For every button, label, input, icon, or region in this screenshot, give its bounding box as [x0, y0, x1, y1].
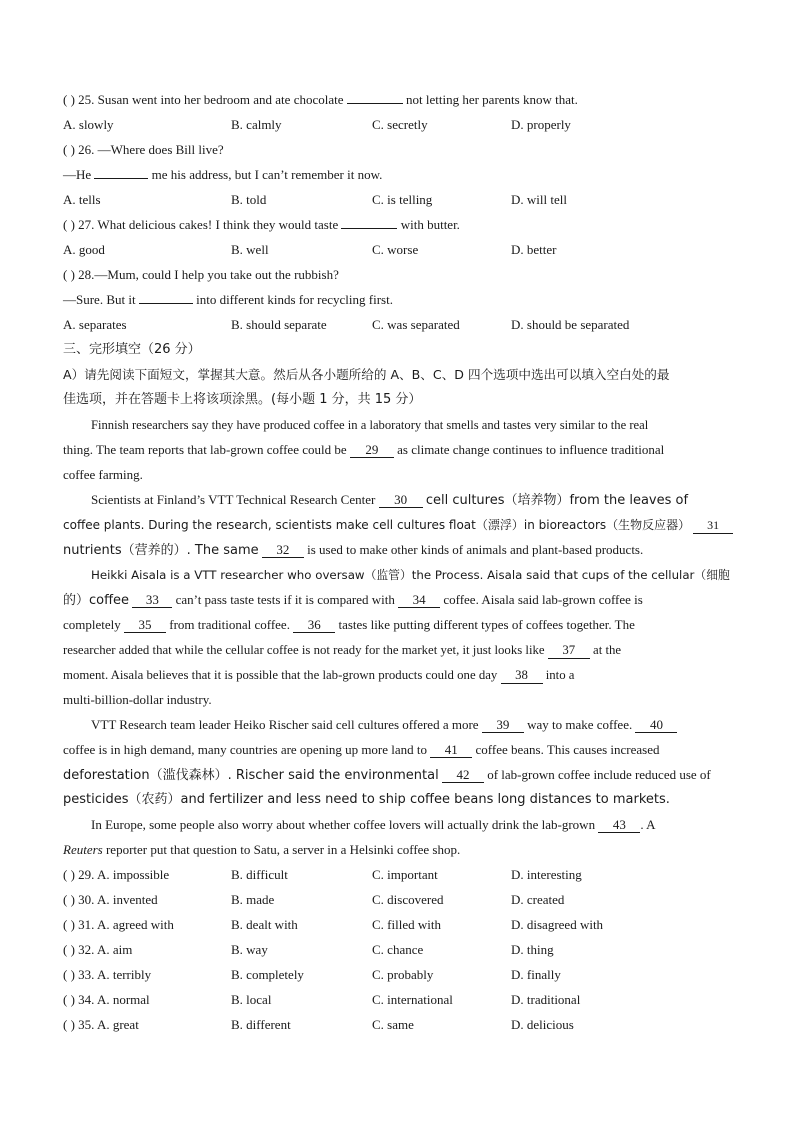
blank-38: 38: [501, 668, 543, 684]
passage-text: of lab-grown coffee include reduced use of: [487, 767, 711, 782]
passage-text: coffee is in high demand, many countries are opening up more land to: [63, 742, 428, 757]
question-26-stem: ( ) 26. —Where does Bill live?: [63, 142, 224, 157]
choice-35-c: C. same: [372, 1017, 414, 1032]
q25-option-b: B. calmly: [231, 117, 282, 132]
passage-p3-line4: [63, 641, 734, 659]
choice-34-b: B. local: [231, 992, 272, 1007]
answer-blank: [347, 103, 403, 104]
section-instruction-line1: A）请先阅读下面短文，掌握其大意。然后从各小题所给的 A、B、C、D 四个选项中选出可以填入空白处的最: [63, 367, 670, 382]
choice-32-a: ( ) 32. A. aim: [63, 942, 133, 957]
choice-33-b: B. completely: [231, 967, 304, 982]
choice-29-c: C. important: [372, 867, 438, 882]
passage-p3-line3: [63, 616, 734, 634]
choice-35-a: ( ) 35. A. great: [63, 1017, 139, 1032]
q26-option-b: B. told: [231, 192, 267, 207]
choice-33-d: D. finally: [511, 967, 561, 982]
passage-text: as climate change continues to influence traditional: [397, 442, 665, 457]
passage-text: Scientists at Finland’s VTT Technical Research Center: [91, 492, 376, 507]
q28-option-b: B. should separate: [231, 317, 327, 332]
passage-text: 的）coffee: [63, 593, 130, 608]
passage-text: tastes like putting different types of coffees together. The: [338, 617, 635, 632]
blank-41: 41: [430, 742, 472, 758]
passage-text: at the: [593, 643, 622, 657]
choice-32-c: C. chance: [372, 942, 424, 957]
q28-option-c: C. was separated: [372, 317, 460, 332]
passage-p2-line2: [63, 516, 734, 534]
reuters-italic: Reuters: [63, 842, 103, 857]
choice-30-c: C. discovered: [372, 892, 444, 907]
choice-32-d: D. thing: [511, 942, 554, 957]
passage-text: reporter put that question to Satu, a server in a Helsinki coffee shop.: [105, 842, 461, 857]
question-26-line2: [63, 166, 734, 184]
question-25-stem: [63, 91, 734, 109]
q26-text-a: —He: [63, 167, 92, 182]
passage-text: can’t pass taste tests if it is compared with: [175, 592, 395, 607]
blank-34: 34: [398, 592, 440, 608]
passage-p2-line1: [91, 491, 734, 510]
choice-29-b: B. difficult: [231, 867, 288, 882]
q28-option-a: A. separates: [63, 317, 127, 332]
passage-text: from traditional coffee.: [169, 617, 290, 632]
q25-option-d: D. properly: [511, 117, 571, 132]
question-27-stem: [63, 216, 734, 234]
choice-30-a: ( ) 30. A. invented: [63, 892, 158, 907]
passage-text: researcher added that while the cellular coffee is not ready for the market yet, it just looks like: [63, 643, 545, 657]
blank-39: 39: [482, 717, 524, 733]
choice-31-a: ( ) 31. A. agreed with: [63, 917, 174, 932]
q28-text-b: into different kinds for recycling first.: [196, 292, 393, 307]
blank-32: 32: [262, 542, 304, 558]
answer-blank: [139, 303, 193, 304]
passage-text: into a: [545, 668, 575, 682]
passage-text: coffee beans. This causes increased: [475, 742, 660, 757]
q26-option-c: C. is telling: [372, 192, 433, 207]
choice-30-b: B. made: [231, 892, 275, 907]
passage-p1-line2: [63, 441, 734, 459]
choice-33-a: ( ) 33. A. terribly: [63, 967, 152, 982]
blank-43: 43: [598, 817, 640, 833]
choice-31-b: B. dealt with: [231, 917, 298, 932]
section-heading: 三、完形填空（26 分）: [63, 342, 201, 357]
passage-p3-line5: [63, 666, 734, 684]
choice-29-d: D. interesting: [511, 867, 582, 882]
section-instruction-line2: 佳选项，并在答题卡上将该项涂黑。(每小题 1 分，共 15 分）: [63, 392, 422, 407]
choice-31-d: D. disagreed with: [511, 917, 604, 932]
answer-blank: [341, 228, 397, 229]
choice-35-b: B. different: [231, 1017, 291, 1032]
passage-text: coffee. Aisala said lab-grown coffee is: [443, 592, 643, 607]
q28-text-a: —Sure. But it: [63, 292, 136, 307]
q26-option-d: D. will tell: [511, 192, 567, 207]
passage-text: way to make coffee.: [527, 717, 633, 732]
passage-p3-line6: multi-billion-dollar industry.: [63, 692, 212, 707]
blank-42: 42: [442, 767, 484, 783]
passage-text: completely: [63, 617, 121, 632]
q28-option-d: D. should be separated: [511, 317, 630, 332]
passage-text: . A: [640, 817, 656, 832]
blank-30: 30: [379, 492, 423, 508]
q27-option-d: D. better: [511, 242, 557, 257]
question-28-stem: ( ) 28.—Mum, could I help you take out the rubbish?: [63, 267, 339, 282]
passage-text: In Europe, some people also worry about whether coffee lovers will actually drink the lab-grown: [91, 817, 596, 832]
choice-30-d: D. created: [511, 892, 565, 907]
choice-34-d: D. traditional: [511, 992, 581, 1007]
q27-option-a: A. good: [63, 242, 105, 257]
q27-option-c: C. worse: [372, 242, 419, 257]
passage-p5-line2: [63, 841, 734, 859]
passage-p1-line3: coffee farming.: [63, 467, 143, 482]
passage-p3-line1: Heikki Aisala is a VTT researcher who oversaw（监管）the Process. Aisala said that cups of the cellular（细胞: [91, 568, 730, 582]
choice-32-b: B. way: [231, 942, 268, 957]
q25-text-b: not letting her parents know that.: [406, 92, 578, 107]
passage-text: moment. Aisala believes that it is possible that the lab-grown products could one day: [63, 668, 498, 682]
choice-34-a: ( ) 34. A. normal: [63, 992, 150, 1007]
question-28-line2: [63, 291, 734, 309]
passage-p2-line3: [63, 541, 734, 560]
passage-text: VTT Research team leader Heiko Rischer said cell cultures offered a more: [91, 717, 479, 732]
passage-p3-line2: [63, 591, 734, 610]
q25-option-a: A. slowly: [63, 117, 114, 132]
blank-31: 31: [693, 518, 733, 534]
passage-text: cell cultures（培养物）from the leaves of: [425, 493, 689, 508]
choice-33-c: C. probably: [372, 967, 434, 982]
passage-p4-line3: [63, 766, 734, 785]
choice-34-c: C. international: [372, 992, 453, 1007]
passage-text: is used to make other kinds of animals and plant-based products.: [307, 542, 644, 557]
passage-text: coffee plants. During the research, scientists make cell cultures float（漂浮）in bioreactors（生物反应器）: [63, 518, 691, 532]
q27-option-b: B. well: [231, 242, 269, 257]
blank-35: 35: [124, 617, 166, 633]
blank-40: 40: [635, 717, 677, 733]
blank-33: 33: [132, 592, 172, 608]
passage-text: nutrients（营养的）. The same: [63, 543, 259, 558]
passage-p4-line4: pesticides（农药）and fertilizer and less need to ship coffee beans long distances to markets.: [63, 792, 670, 807]
blank-29: 29: [350, 442, 394, 458]
passage-p4-line1: [91, 716, 734, 734]
q25-text-a: ( ) 25. Susan went into her bedroom and ate chocolate: [63, 92, 344, 107]
passage-text: deforestation（滥伐森林）. Rischer said the environmental: [63, 768, 439, 783]
choice-35-d: D. delicious: [511, 1017, 574, 1032]
answer-blank: [94, 178, 148, 179]
passage-p1-line1: Finnish researchers say they have produced coffee in a laboratory that smells and tastes very similar to the real: [91, 418, 649, 432]
q25-option-c: C. secretly: [372, 117, 428, 132]
passage-p5-line1: [91, 816, 734, 834]
choice-29-a: ( ) 29. A. impossible: [63, 867, 170, 882]
q26-option-a: A. tells: [63, 192, 101, 207]
blank-36: 36: [293, 617, 335, 633]
q27-text-a: ( ) 27. What delicious cakes! I think they would taste: [63, 217, 339, 232]
q26-text-b: me his address, but I can’t remember it now.: [151, 167, 383, 182]
passage-text: thing. The team reports that lab-grown coffee could be: [63, 442, 347, 457]
blank-37: 37: [548, 643, 590, 659]
passage-p4-line2: [63, 741, 734, 759]
q27-text-b: with butter.: [400, 217, 460, 232]
choice-31-c: C. filled with: [372, 917, 441, 932]
